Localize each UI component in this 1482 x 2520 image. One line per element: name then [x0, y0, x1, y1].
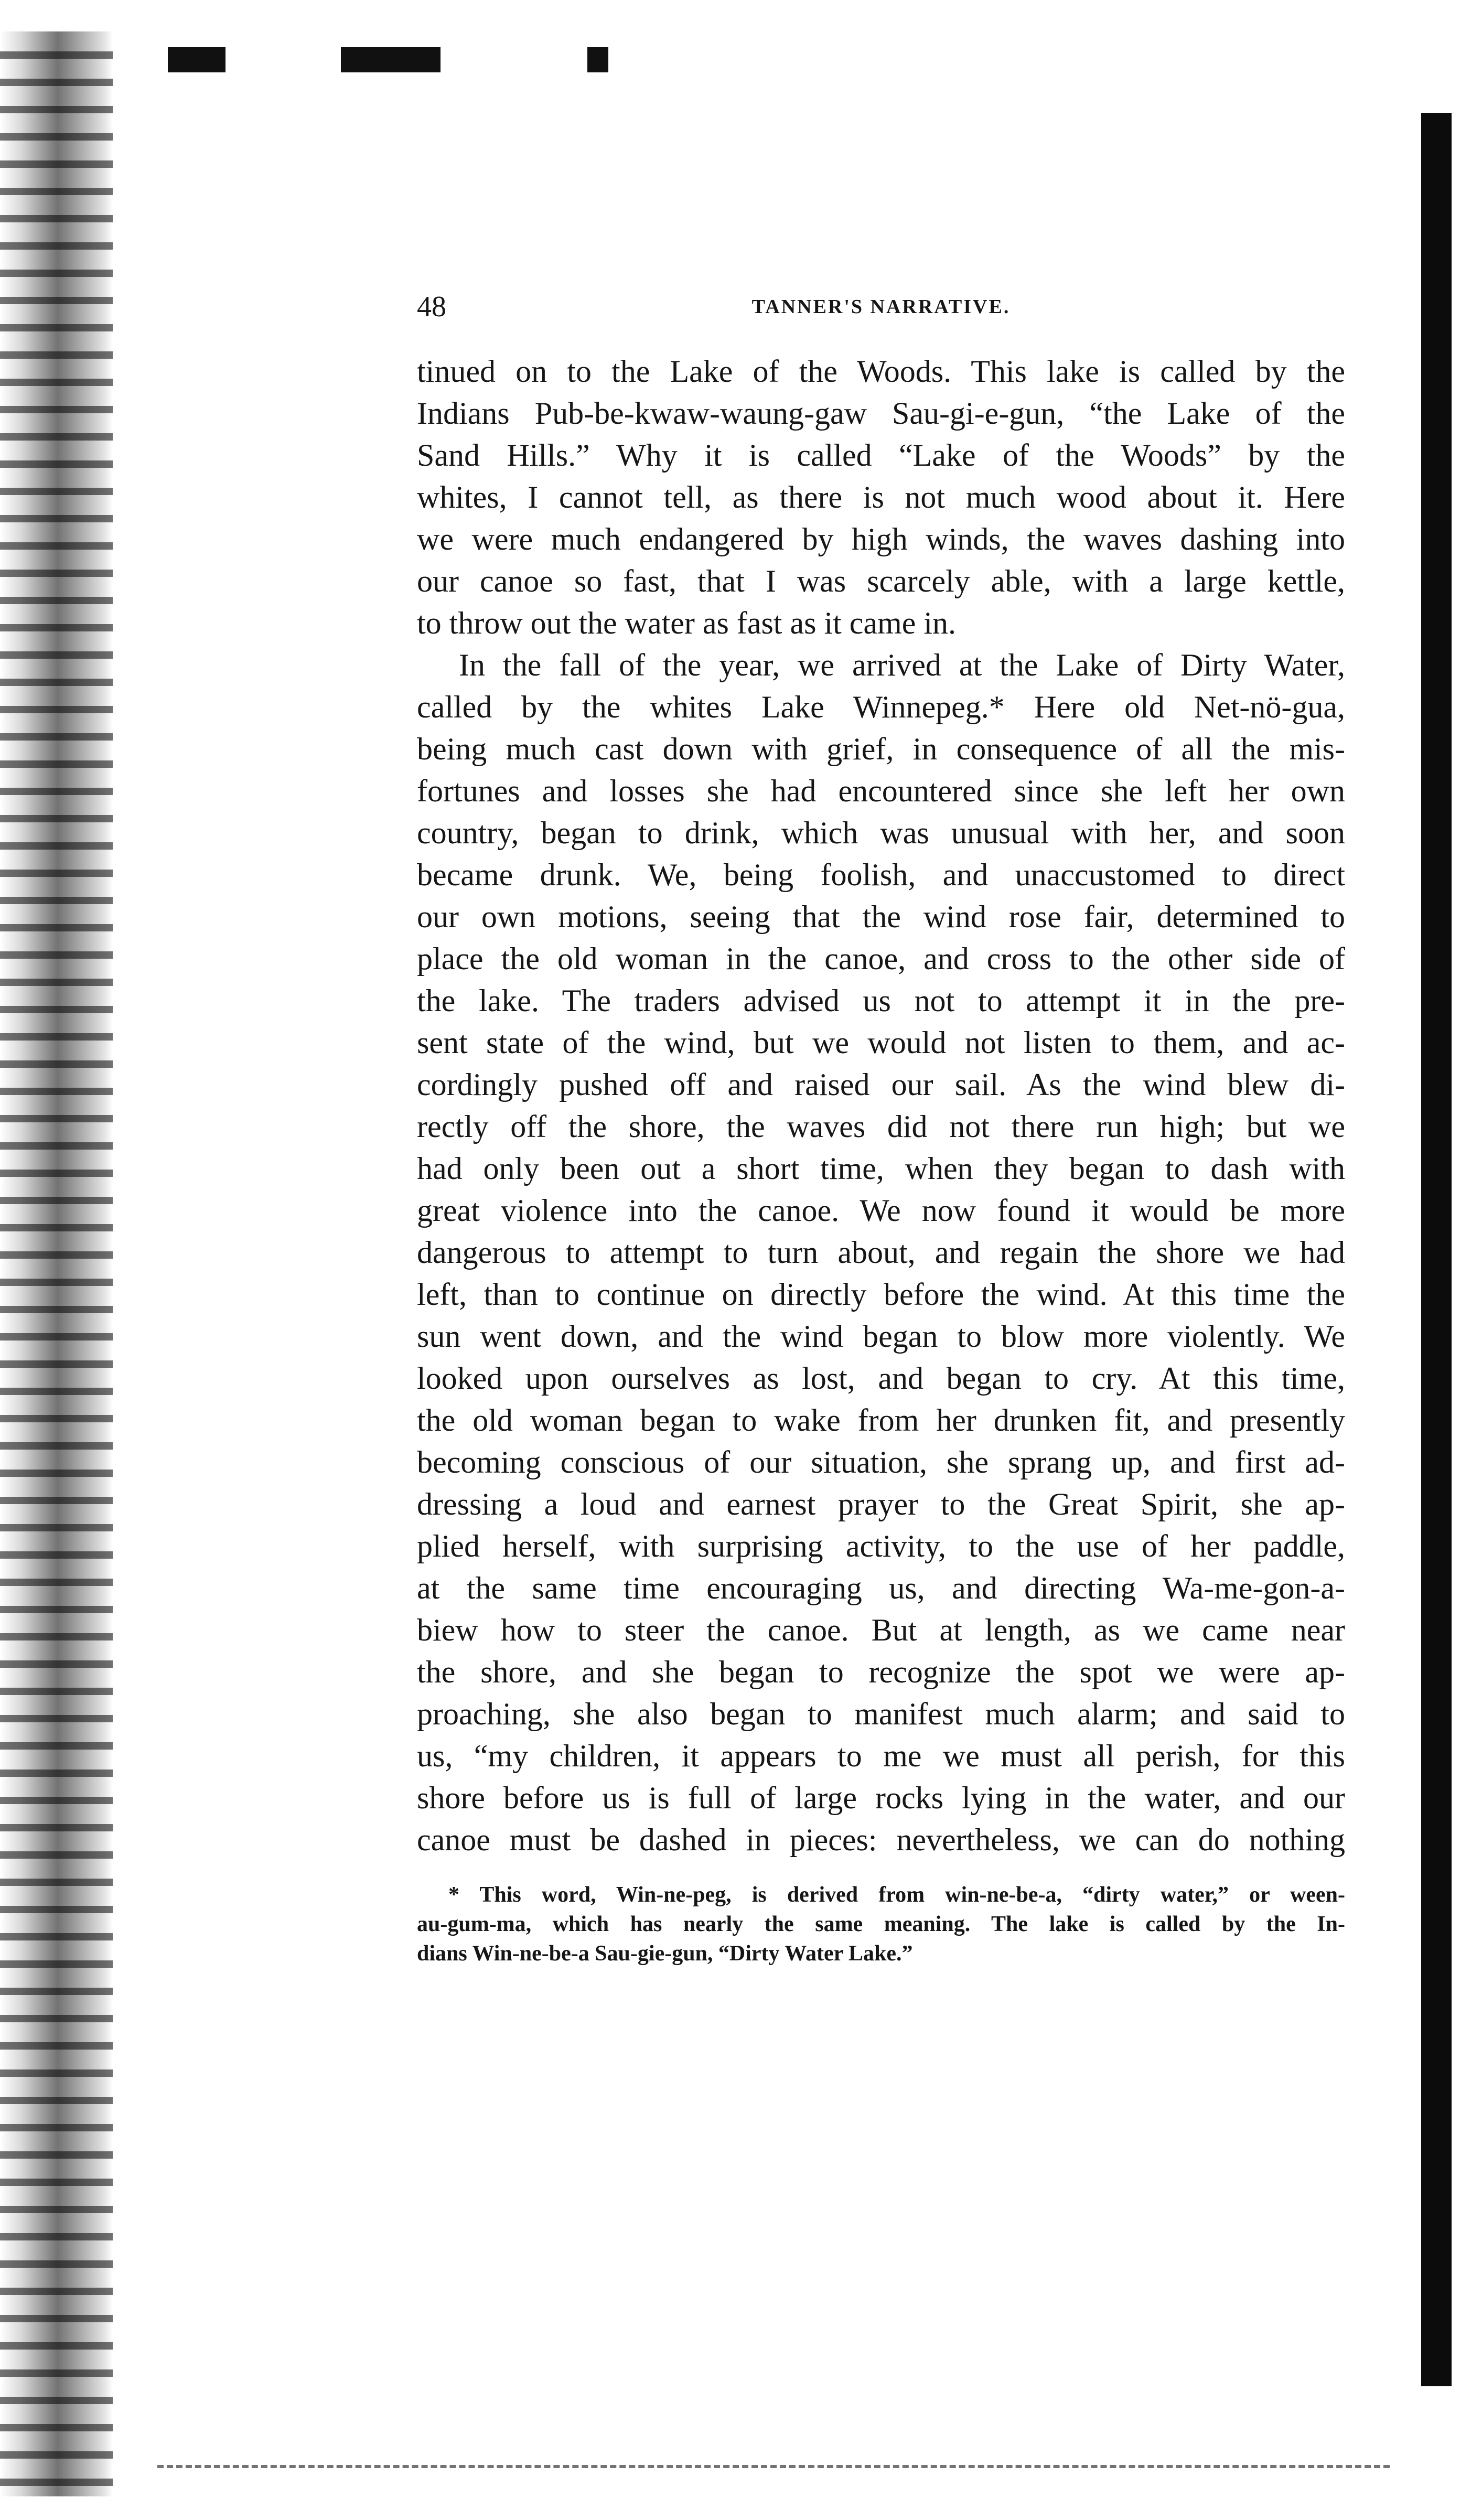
page-number: 48 [417, 291, 446, 323]
text-line: being much cast down with grief, in consequence of all the mis- [417, 732, 1345, 766]
text-line: at the same time encouraging us, and directing Wa-me-gon-a- [417, 1571, 1345, 1605]
footnote-line: * This word, Win-ne-peg, is derived from win-ne-be-a, “dirty water,” or ween- [448, 1883, 1345, 1907]
text-line: called by the whites Lake Winnepeg.* Here old Net-nö-gua, [417, 690, 1345, 724]
text-line: dangerous to attempt to turn about, and regain the shore we had [417, 1235, 1345, 1270]
text-line: great violence into the canoe. We now found it would be more [417, 1193, 1345, 1228]
scan-gutter-left [0, 31, 113, 2496]
text-line: had only been out a short time, when they began to dash with [417, 1151, 1345, 1186]
text-line: biew how to steer the canoe. But at length, as we came near [417, 1613, 1345, 1647]
text-line: left, than to continue on directly before the wind. At this time the [417, 1277, 1345, 1312]
text-line: the shore, and she began to recognize the spot we were ap- [417, 1655, 1345, 1689]
text-line: our own motions, seeing that the wind rose fair, determined to [417, 899, 1345, 934]
text-line: sent state of the wind, but we would not listen to them, and ac- [417, 1025, 1345, 1060]
running-title: TANNER'S NARRATIVE. [751, 296, 1011, 318]
text-line: looked upon ourselves as lost, and began to cry. At this time, [417, 1361, 1345, 1396]
text-line: Indians Pub-be-kwaw-waung-gaw Sau-gi-e-gun, “the Lake of the [417, 396, 1345, 431]
text-line: Sand Hills.” Why it is called “Lake of the Woods” by the [417, 438, 1345, 473]
text-line: our canoe so fast, that I was scarcely able, with a large kettle, [417, 564, 1345, 598]
text-line: became drunk. We, being foolish, and unaccustomed to direct [417, 857, 1345, 892]
text-line: the lake. The traders advised us not to attempt it in the pre- [417, 983, 1345, 1018]
text-line: sun went down, and the wind began to blow more violently. We [417, 1319, 1345, 1354]
text-line: shore before us is full of large rocks lying in the water, and our [417, 1781, 1345, 1815]
text-line: canoe must be dashed in pieces: nevertheless, we can do nothing [417, 1822, 1345, 1857]
text-line: we were much endangered by high winds, the waves dashing into [417, 522, 1345, 556]
text-line: In the fall of the year, we arrived at the Lake of Dirty Water, [459, 648, 1345, 682]
scan-mark [168, 47, 225, 72]
text-line: tinued on to the Lake of the Woods. This lake is called by the [417, 354, 1345, 389]
text-line: becoming conscious of our situation, she sprang up, and first ad- [417, 1445, 1345, 1479]
running-head [417, 286, 1345, 328]
text-line: plied herself, with surprising activity, to the use of her paddle, [417, 1529, 1345, 1563]
text-line: place the old woman in the canoe, and cross to the other side of [417, 941, 1345, 976]
footnote [417, 1880, 1345, 1968]
footnote-line: dians Win-ne-be-a Sau-gie-gun, “Dirty Water Lake.” [417, 1942, 913, 1966]
footnote-line: au-gum-ma, which has nearly the same meaning. The lake is called by the In- [417, 1912, 1345, 1936]
text-line: dressing a loud and earnest prayer to the Great Spirit, she ap- [417, 1487, 1345, 1521]
text-line: proaching, she also began to manifest much alarm; and said to [417, 1697, 1345, 1731]
scan-binding-strip [1421, 113, 1452, 2386]
text-line: fortunes and losses she had encountered since she left her own [417, 774, 1345, 808]
text-line: country, began to drink, which was unusual with her, and soon [417, 816, 1345, 850]
text-line: the old woman began to wake from her drunken fit, and presently [417, 1403, 1345, 1438]
text-line: cordingly pushed off and raised our sail. As the wind blew di- [417, 1067, 1345, 1102]
text-line: whites, I cannot tell, as there is not much wood about it. Here [417, 480, 1345, 514]
book-page [417, 0, 1345, 2520]
text-line: us, “my children, it appears to me we must all perish, for this [417, 1739, 1345, 1773]
body-text [417, 350, 1345, 1861]
text-line: to throw out the water as fast as it came in. [417, 606, 957, 640]
text-line: rectly off the shore, the waves did not there run high; but we [417, 1109, 1345, 1144]
